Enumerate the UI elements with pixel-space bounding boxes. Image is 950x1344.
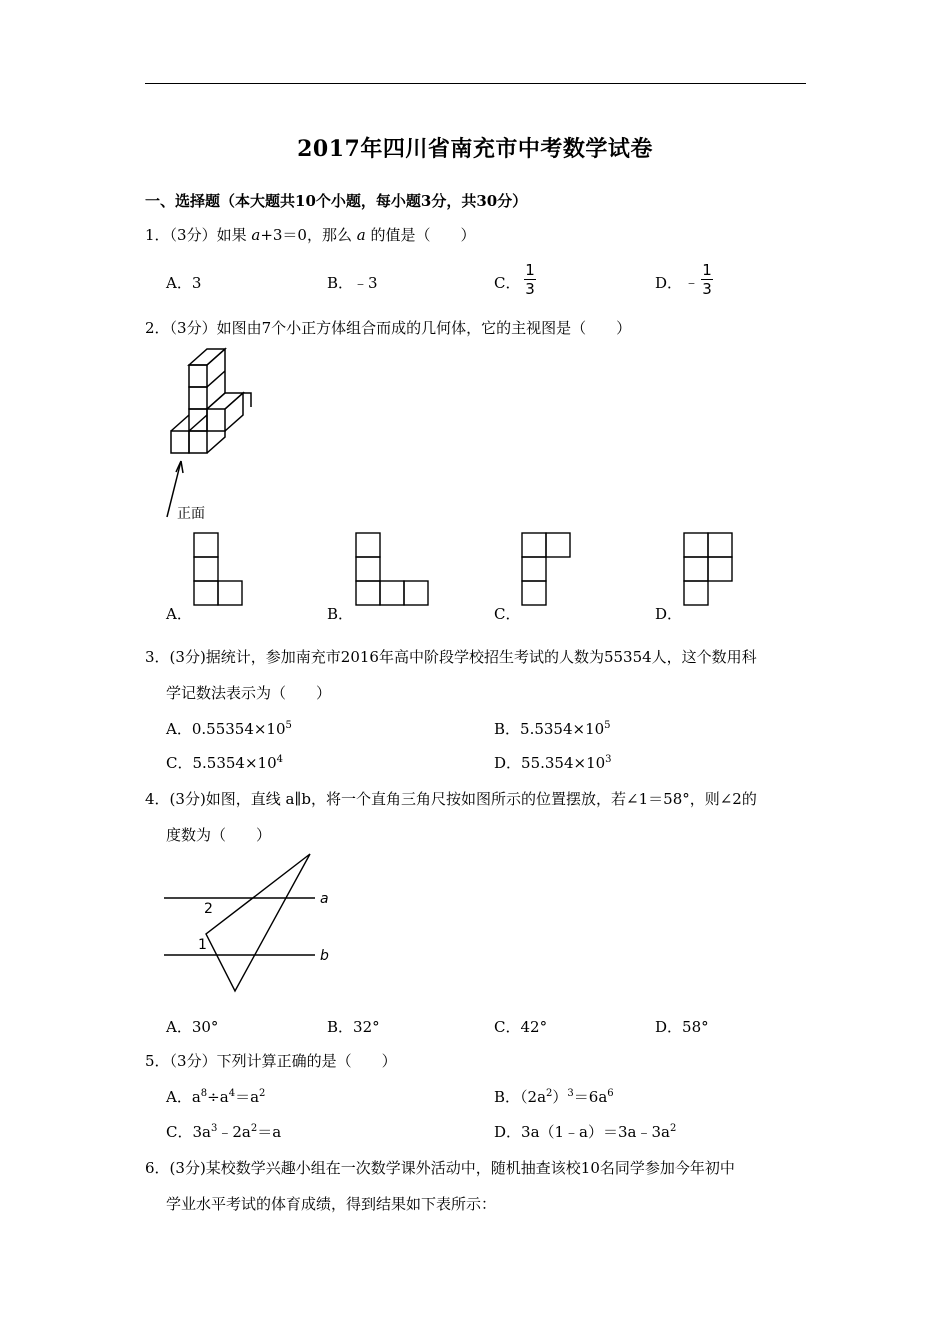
- question-5: 5．（3分）下列计算正确的是（ ）: [145, 1052, 397, 1070]
- q1-option-d-sign: ﹣: [684, 273, 700, 291]
- q2-option-c: C．: [494, 605, 521, 623]
- q4-option-a: A．30°: [166, 1018, 219, 1036]
- q3-option-d: D．$55.354\times 10^3$: [494, 754, 612, 772]
- q4-option-b: B．32°: [327, 1018, 380, 1036]
- q2-option-b: B．: [327, 605, 354, 623]
- q3-option-c: C．$5.5354\times 10^4$: [166, 754, 283, 772]
- line-a-label: a: [320, 891, 329, 907]
- q5-option-d: D．$3a(1﹣a)=3a﹣3a^2$: [494, 1123, 677, 1141]
- q1-option-d-label: D．: [655, 274, 683, 292]
- angle-2-label: 2: [204, 901, 213, 917]
- front-label: 正面: [177, 506, 205, 522]
- q1-option-d-fraction: 1 3: [702, 261, 712, 298]
- q5-option-a: A．$a^8\div a^4=a^2$: [166, 1088, 266, 1106]
- q2-option-a: A．: [166, 605, 192, 623]
- q1-option-c-fraction: 1 3: [525, 261, 535, 298]
- q5-option-b: B．$(2a^2)^3=6a^6$: [494, 1088, 614, 1106]
- header-rule: [145, 83, 806, 84]
- q3-option-b: B．$5.5354\times 10^5$: [494, 720, 611, 738]
- question-4-line2: 度数为（ ）: [166, 826, 272, 844]
- question-3-line2: 学记数法表示为（ ）: [166, 684, 332, 702]
- q2-option-d-figure: [680, 530, 740, 606]
- q2-option-a-figure: [190, 530, 250, 606]
- q2-option-b-figure: [352, 530, 432, 606]
- q3-option-a: A．$0.55354\times 10^5$: [166, 720, 292, 738]
- page-title: 2017年四川省南充市中考数学试卷: [297, 136, 653, 162]
- q1-option-a: A．3: [166, 274, 202, 292]
- cube-solid-figure: [155, 345, 265, 525]
- line-b-label: b: [320, 948, 329, 964]
- question-6-line1: 6．(3分)某校数学兴趣小组在一次数学课外活动中，随机抽查该校10名同学参加今年初中: [145, 1159, 735, 1177]
- q1-option-c-label: C．: [494, 274, 521, 292]
- parallel-lines-figure: [160, 848, 350, 998]
- question-4-line1: 4．(3分)如图，直线 a∥b，将一个直角三角尺按如图所示的位置摆放，若∠1＝58°，则∠2的: [145, 790, 757, 808]
- q4-option-c: C．42°: [494, 1018, 548, 1036]
- question-2: 2．（3分）如图由7个小正方体组合而成的几何体，它的主视图是（ ）: [145, 319, 632, 337]
- q2-option-d: D．: [655, 605, 683, 623]
- question-3-line1: 3．(3分)据统计，参加南充市2016年高中阶段学校招生考试的人数为55354人，这个数用科: [145, 648, 757, 666]
- q4-option-d: D．58°: [655, 1018, 709, 1036]
- question-1: 1．（3分）如果 a+3＝0，那么 a 的值是（ ）: [145, 226, 476, 244]
- angle-1-label: 1: [198, 937, 207, 953]
- q2-option-c-figure: [518, 530, 578, 606]
- q5-option-c: C．$3a^3﹣2a^2=a$: [166, 1123, 282, 1141]
- question-6-line2: 学业水平考试的体育成绩，得到结果如下表所示：: [166, 1195, 497, 1213]
- section-heading: 一、选择题（本大题共10个小题，每小题3分，共30分）: [145, 192, 528, 210]
- q1-option-b: B．﹣3: [327, 274, 378, 292]
